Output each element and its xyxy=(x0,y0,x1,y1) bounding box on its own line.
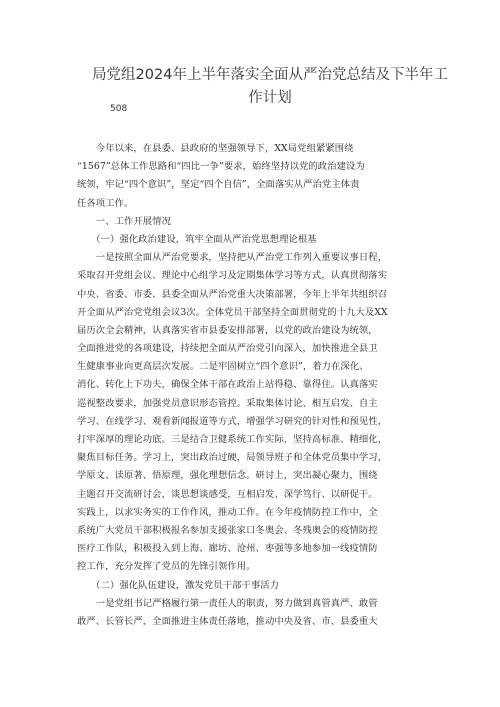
text-line: 实践上，以求实务实的工作作风，推动工作。在今年疫情防控工作中，全 xyxy=(77,506,378,518)
subsection-heading: （二）强化队伍建设，激发党员干部干事活力 xyxy=(77,579,280,591)
text-line: 生健康事业向更高层次发展。二是牢固树立“四个意识”，着力在深化、 xyxy=(77,361,369,373)
text-line: 一是党组书记严格履行第一责任人的职责，努力做到真管真严、敢管 xyxy=(77,597,378,609)
text-line: 消化、转化上下功夫，确保全体干部在政治上站得稳、靠得住。认真落实 xyxy=(77,379,378,391)
text-line: 医疗工作队，积极投入到上海、廊坊、沧州、枣强等多地参加一线疫情防 xyxy=(77,543,378,555)
document-body xyxy=(77,140,437,631)
text-line: 打牢深厚的理论功底。三是结合卫健系统工作实际，坚持高标准、精细化， xyxy=(77,434,388,445)
subsection-heading: （一）强化政治建设，筑牢全面从严治党思想理论根基 xyxy=(77,233,317,245)
text-line: 采取召开党组会议、理论中心组学习及定期集体学习等方式，认真贯彻落实 xyxy=(77,270,388,282)
text-line: 任各项工作。 xyxy=(77,197,134,209)
document-title: 局党组2024年上半年落实全面从严治党总结及下半年工作计划 xyxy=(92,67,448,106)
document-number: 508 xyxy=(110,104,128,114)
text-line: 中央、省委、市委、县委全面从严治党重大决策部署，今年上半年共组织召 xyxy=(77,288,388,300)
text-line: 届历次全会精神，认真落实省市县委安排部署，以党的政治建设为统领， xyxy=(77,324,378,336)
text-line: 主题召开交流研讨会，谈思想谈感受，互相启发、深学笃行、以研促干。 xyxy=(77,488,378,500)
text-line: “1567”总体工作思路和“四比一争”要求，始终坚持以党的政治建设为 xyxy=(77,161,365,173)
text-line: 系统广大党员干部积极报名参加支援张家口冬奥会、冬残奥会的疫情防控 xyxy=(77,524,378,536)
text-line: 巡视整改要求，加强党员意识形态管控。采取集体讨论、相互启发、自主 xyxy=(77,397,378,409)
text-line: 统领，牢记“四个意识”，坚定“四个自信”，全面落实从严治党主体责 xyxy=(77,179,360,191)
text-line: 开全面从严治党党组会议3次。全体党员干部坚持全面贯彻党的十九大及XX xyxy=(77,306,388,318)
text-line: 全面推进党的各项建设，持续把全面从严治党引向深入，加快推进全县卫 xyxy=(77,343,378,355)
text-line: 控工作，充分发挥了党员的先锋引领作用。 xyxy=(77,561,256,573)
text-line: 今年以来，在县委、县政府的坚强领导下，XX局党组紧紧围绕 xyxy=(77,143,354,154)
section-heading: 一、工作开展情况 xyxy=(77,215,171,227)
text-line: 一是按照全面从严治党要求，坚持把从严治党工作列入重要议事日程， xyxy=(77,252,388,264)
text-line: 敢严、长管长严，全面推进主体责任落地，推动中央及省、市、县委重大 xyxy=(77,615,378,627)
text-line: 聚焦目标任务。学习上，突出政治过硬，局领导班子和全体党员集中学习， xyxy=(77,452,388,464)
text-line: 学原文、读原著、悟原理，强化理想信念。研讨上，突出凝心聚力，围绕 xyxy=(77,470,378,482)
text-line: 学习、在线学习、观看新闻报道等方式，增强学习研究的针对性和预见性， xyxy=(77,415,388,427)
